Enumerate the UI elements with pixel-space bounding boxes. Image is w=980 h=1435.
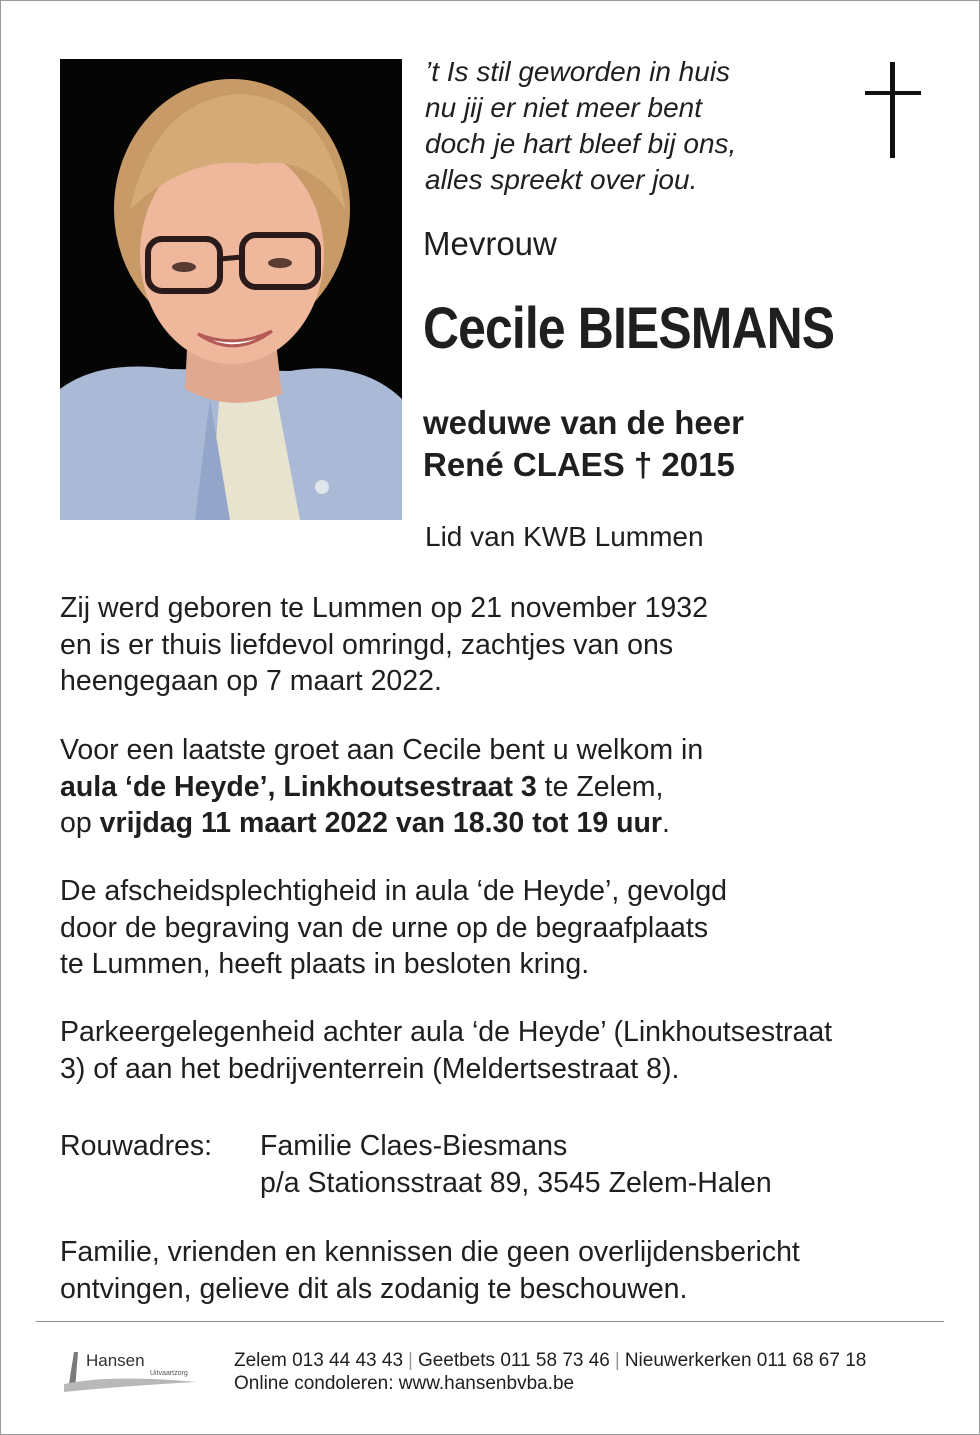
memorial-poem [425,54,736,198]
text-line: 3) of aan het bedrijventerrein (Meldertsestraat 8). [60,1052,680,1085]
separator: | [408,1350,413,1371]
phone-nieuwerkerken: Nieuwerkerken 011 68 67 18 [624,1350,867,1371]
address-label: Rouwadres: [60,1130,213,1162]
text-line [60,769,703,806]
phone-zelem: Zelem 013 44 43 43 [234,1350,404,1371]
portrait-photo [60,59,402,520]
portrait-illustration [60,59,402,520]
poem-line: ’t Is stil geworden in huis [425,56,731,87]
spouse-name: René CLAES † 2015 [423,446,735,483]
text-line: heengegaan op 7 maart 2022. [60,665,442,697]
funeral-home-logo [62,1344,202,1396]
time-prefix: op [60,807,100,839]
text-line: te Lummen, heeft plaats in besloten kring. [60,948,590,980]
text-line: en is er thuis liefdevol omringd, zachtjes van ons [60,628,674,661]
text-line: ontvingen, gelieve dit als zodanig te beschouwen. [60,1272,688,1305]
text-line: De afscheidsplechtigheid in aula ‘de Heyde’, gevolgd [60,875,728,907]
text-line: Voor een laatste groet aan Cecile bent u welkom in [60,734,704,766]
spouse-line: weduwe van de heer [423,404,744,441]
closing-paragraph [60,1234,800,1307]
text-line: Zij werd geboren te Lummen op 21 november 1932 [60,592,708,624]
address-block [260,1128,772,1201]
text-line: Parkeergelegenheid achter aula ‘de Heyde’ (Linkhoutsestraat [60,1016,833,1048]
online-condolences: Online condoleren: www.hansenbvba.be [234,1373,575,1394]
deceased-name: Cecile BIESMANS [423,296,835,361]
time-suffix: . [662,807,670,839]
ceremony-paragraph [60,873,727,983]
poem-line: doch je hart bleef bij ons, [425,128,737,159]
footer-contact [234,1349,866,1395]
poem-line: nu jij er niet meer bent [425,92,703,123]
separator: | [614,1350,620,1371]
parking-paragraph [60,1014,832,1087]
poem-line: alles spreekt over jou. [425,164,698,195]
salutation: Mevrouw [423,225,557,262]
membership: Lid van KWB Lummen [425,521,704,552]
footer-divider [36,1321,944,1322]
venue-bold: aula ‘de Heyde’, Linkhoutsestraat 3 [60,770,537,803]
text-line: door de begraving van de urne op de begraafplaats [60,911,709,944]
phone-line [234,1349,866,1372]
spouse-info [423,402,744,486]
birth-death-paragraph [60,590,708,700]
text-line [60,805,703,842]
text-line: Familie, vrienden en kennissen die geen overlijdensbericht [60,1236,800,1268]
venue-suffix: te Zelem, [536,770,664,803]
viewing-paragraph [60,732,703,842]
cross-icon [865,62,921,158]
time-bold: vrijdag 11 maart 2022 van 18.30 tot 19 uur [99,807,662,839]
address-line: p/a Stationsstraat 89, 3545 Zelem-Halen [260,1166,772,1199]
mourning-address [60,1128,772,1199]
logo-name: Hansen [86,1351,145,1370]
logo-subtitle: Uitvaartzorg [150,1370,188,1377]
phone-geetbets: Geetbets 011 58 73 46 [417,1350,610,1371]
address-line: Familie Claes-Biesmans [260,1130,568,1162]
